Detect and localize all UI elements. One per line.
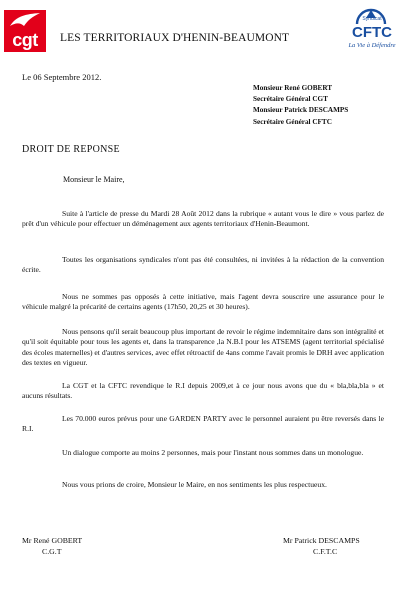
body-paragraph — [22, 292, 384, 313]
signatory-org: C.G.T — [42, 547, 62, 556]
body-paragraph — [22, 209, 384, 230]
signatory-name: Mr Patrick DESCAMPS — [283, 536, 360, 545]
cgt-logo — [4, 10, 46, 52]
recipient-line: Monsieur René GOBERT — [253, 84, 333, 92]
paragraph-text: Nous ne sommes pas opposés à cette initiative, mais l'agent devra souscrire une assurance pour le véhicule malgré la précarité de certains agents (17h50, 20,25 et 30 heures). — [22, 292, 384, 312]
body-paragraph — [22, 381, 384, 402]
paragraph-text: Nous pensons qu'il serait beaucoup plus important de revoir le régime indemnitaire dans son intégralité et qu'il soit équitable pour tous les agents et, dans la transparence ,la N.B.I pour les ATSEMS (agent territorial spécialisé des écoles maternelles) et d'autres services, avec effet rétroactif de 4ans comme l'avait promis le DRH avec application des textes en vigueur. — [22, 327, 384, 368]
page-header-title: LES TERRITORIAUX D'HENIN-BEAUMONT — [60, 32, 290, 44]
recipient-line: Secrétaire Général CGT — [253, 95, 328, 104]
letter-date: Le 06 Septembre 2012. — [22, 72, 102, 82]
paragraph-text: La CGT et la CFTC revendique le R.I depuis 2009,et à ce jour nous avons que du « bla,bla,bla » et aucuns résultats. — [22, 381, 384, 401]
recipient-line: Monsieur Patrick DESCAMPS — [253, 106, 349, 115]
paragraph-text: Nous vous prions de croire, Monsieur le Maire, en nos sentiments les plus respectueux. — [62, 480, 327, 489]
body-paragraph — [22, 480, 384, 490]
paragraph-text: Un dialogue comporte au moins 2 personnes, mais pour l'instant nous sommes dans un monologue. — [62, 448, 364, 457]
cgt-logo-text: cgt — [12, 30, 38, 50]
paragraph-text: Suite à l'article de presse du Mardi 28 Août 2012 dans la rubrique « autant vous le dire » vous parlez de prêt d'un véhicule pour effectuer un déménagement aux agents territoriaux d'Henin-Beaumont. — [22, 209, 384, 229]
body-paragraph — [22, 255, 384, 276]
recipient-line: Secrétaire Général CFTC — [253, 117, 332, 126]
signature-right — [283, 535, 360, 557]
document-title: DROIT DE REPONSE — [22, 144, 120, 155]
cftc-logo — [340, 4, 404, 56]
signature-left — [22, 535, 82, 557]
body-paragraph — [22, 414, 384, 435]
body-paragraph — [22, 327, 384, 369]
cgt-bird-icon — [4, 10, 46, 30]
recipients-block — [253, 83, 348, 128]
cftc-logo-small-text: Syndicat — [362, 16, 382, 22]
body-paragraph — [22, 448, 384, 458]
paragraph-text: Toutes les organisations syndicales n'ont pas été consultées, ni invitées à la rédaction de la convention écrite. — [22, 255, 384, 275]
cftc-logo-text: CFTC — [352, 24, 392, 41]
signatory-org: C.F.T.C — [313, 547, 338, 556]
paragraph-text: Les 70.000 euros prévus pour une GARDEN PARTY avec le personnel auraient pu être reversés dans le R.I. — [22, 414, 384, 434]
signatory-name: Mr René GOBERT — [22, 536, 83, 545]
cftc-logo-tagline: La Vie à Défendre — [348, 42, 396, 49]
salutation: Monsieur le Maire, — [63, 175, 125, 184]
